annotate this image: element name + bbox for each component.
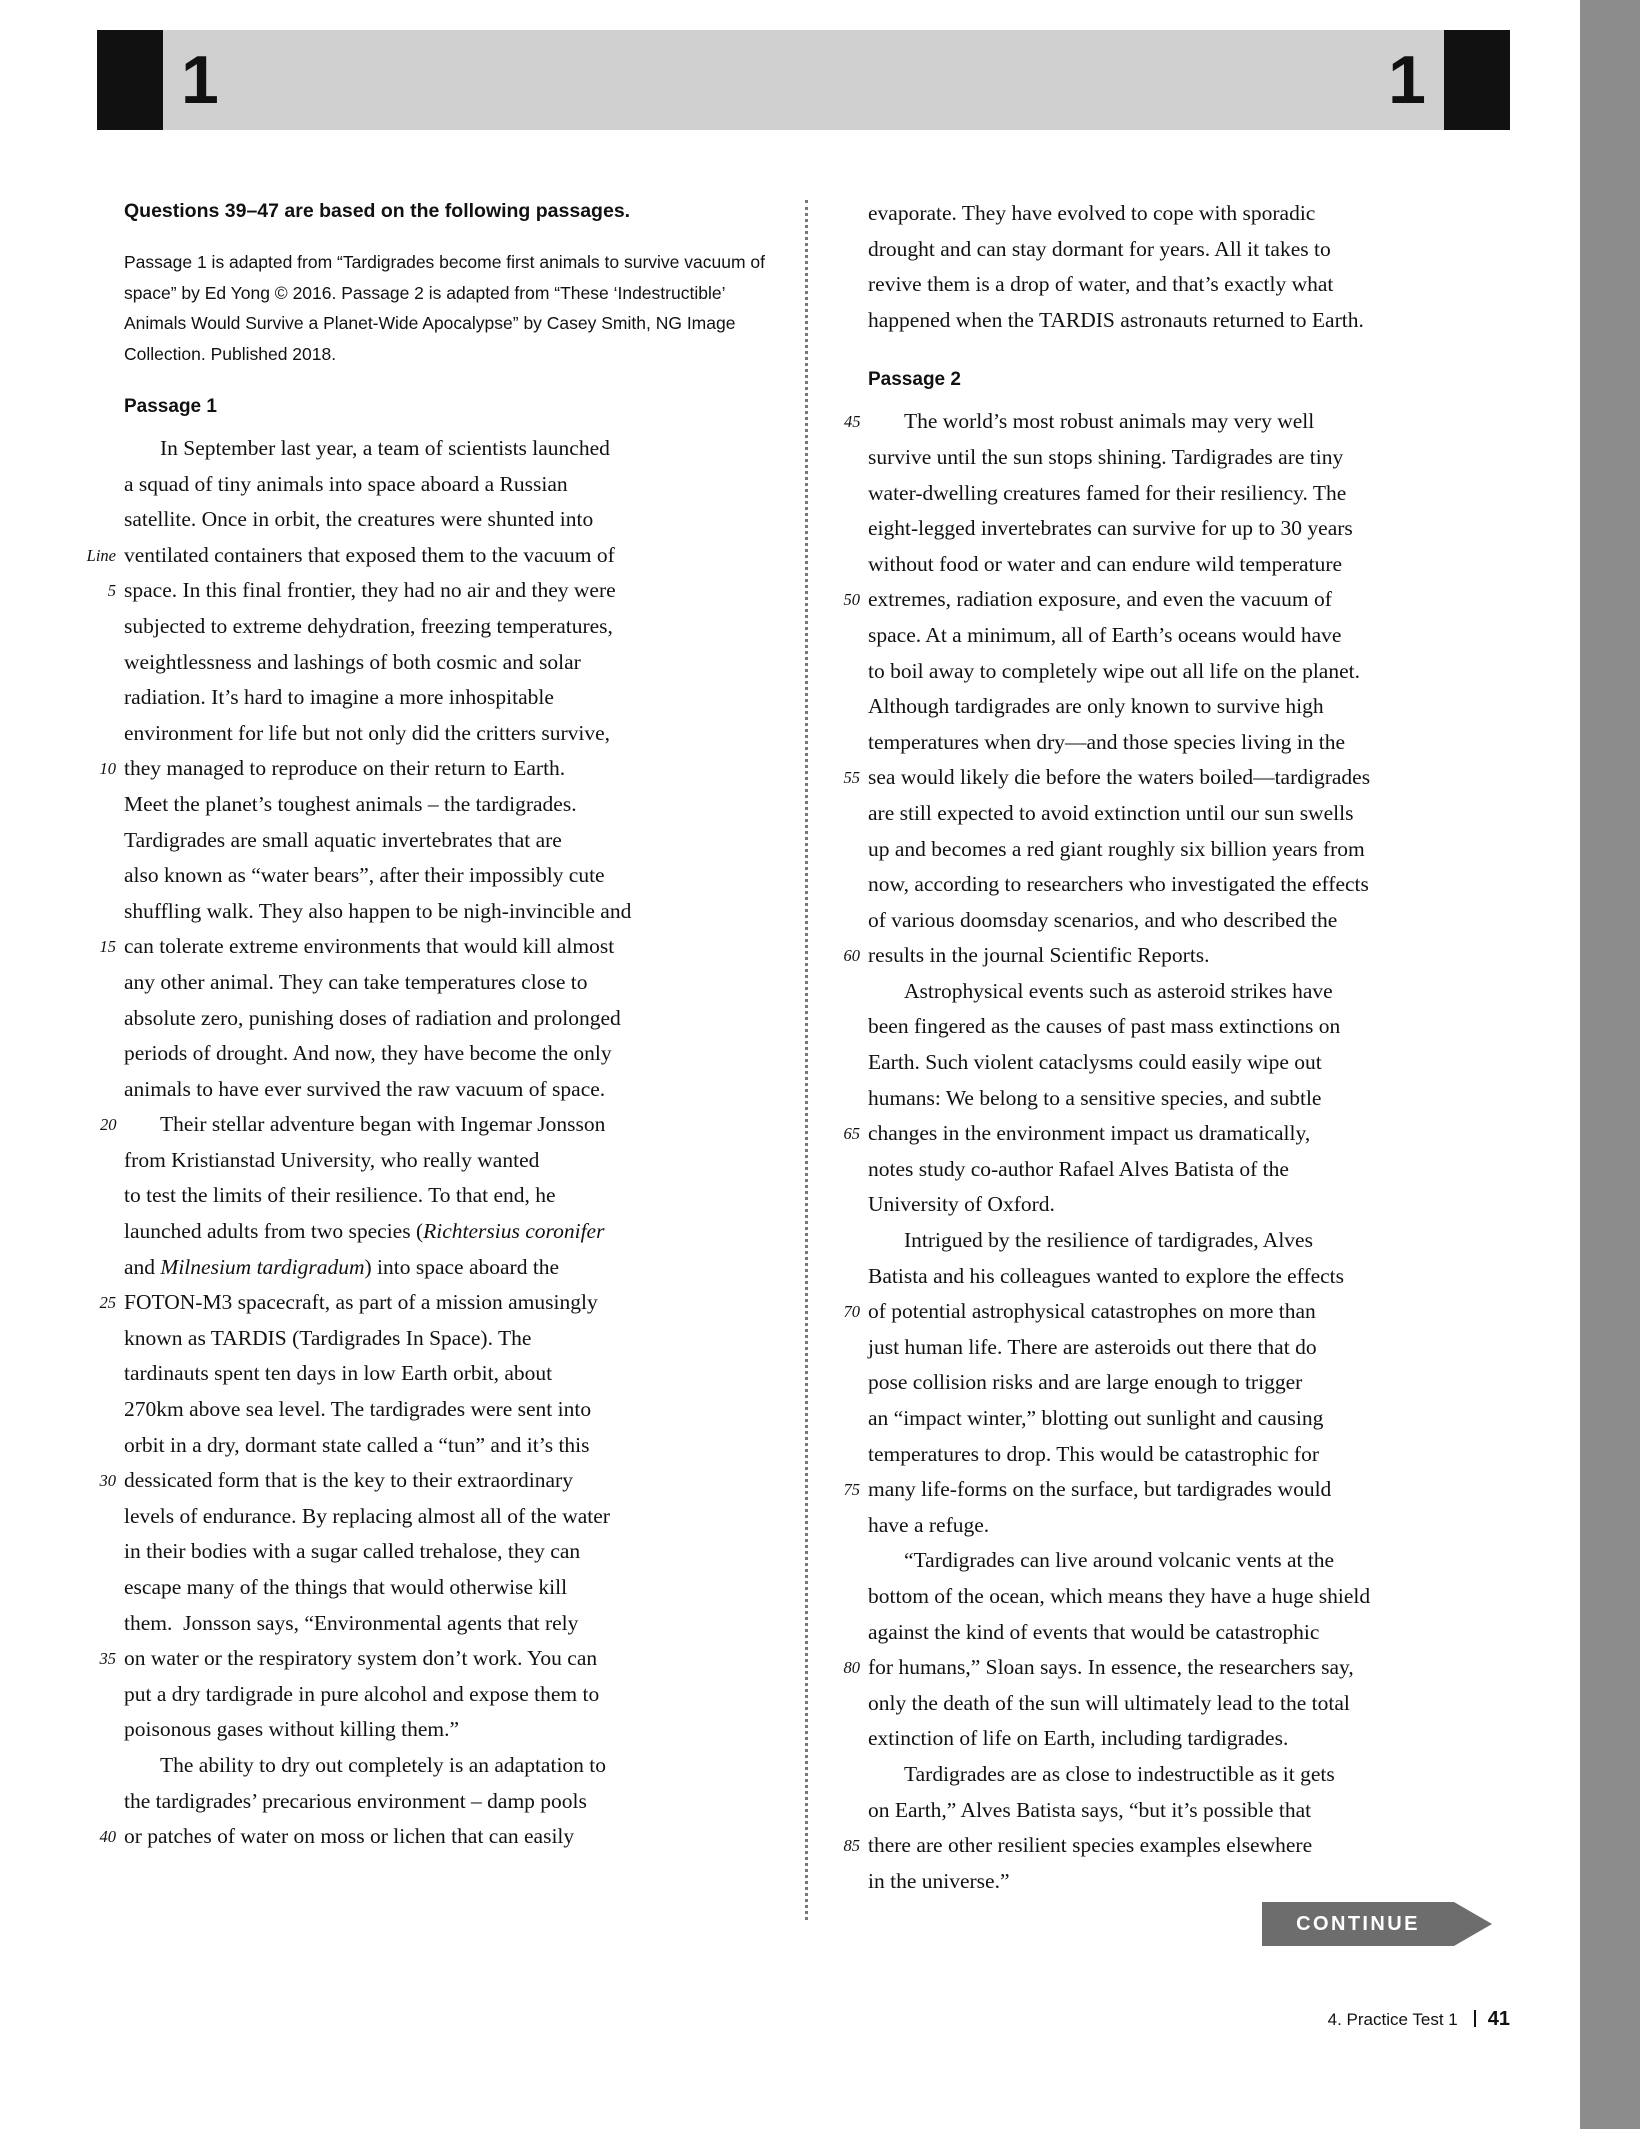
passage-line-text: The world’s most robust animals may very well bbox=[904, 409, 1315, 434]
passage-line bbox=[868, 654, 1513, 690]
passage-line-text: temperatures when dry—and those species living in the bbox=[868, 729, 1346, 754]
passage-line bbox=[99, 1285, 769, 1321]
passage-line bbox=[868, 1045, 1513, 1081]
passage-line-text: in their bodies with a sugar called trehalose, they can bbox=[124, 1539, 581, 1564]
passage-line-text: any other animal. They can take temperatures close to bbox=[124, 969, 588, 994]
passage-line-text: 270km above sea level. The tardigrades were sent into bbox=[124, 1397, 592, 1422]
right-column bbox=[843, 196, 1513, 1899]
passage-line bbox=[124, 1392, 769, 1428]
continue-label: CONTINUE bbox=[1296, 1913, 1420, 1935]
passage-line-text: changes in the environment impact us dramatically, bbox=[868, 1121, 1311, 1146]
passage-line-text: University of Oxford. bbox=[868, 1192, 1055, 1217]
passage-line bbox=[868, 796, 1513, 832]
passage-line-text: Tardigrades are small aquatic invertebrates that are bbox=[124, 827, 562, 852]
passage-line-text: to test the limits of their resilience. To that end, he bbox=[124, 1183, 556, 1208]
passage-line-text: shuffling walk. They also happen to be nigh-invincible and bbox=[124, 898, 632, 923]
passage-line-text: In September last year, a team of scientists launched bbox=[160, 436, 610, 460]
passage-line-text: them. Jonsson says, “Environmental agents that rely bbox=[124, 1610, 579, 1635]
passage-line-text: The ability to dry out completely is an adaptation to bbox=[160, 1752, 607, 1777]
passage-line bbox=[124, 1356, 769, 1392]
passage-2-body bbox=[843, 404, 1513, 1899]
passage-line bbox=[99, 1819, 769, 1855]
line-number: 25 bbox=[99, 1293, 116, 1313]
header-section-number-right: 1 bbox=[1388, 42, 1426, 118]
header-block-right bbox=[1444, 30, 1510, 130]
passage-line-text: eight-legged invertebrates can survive for up to 30 years bbox=[868, 516, 1353, 541]
passage-line-text: evaporate. They have evolved to cope with sporadic bbox=[868, 201, 1316, 225]
line-number: 75 bbox=[843, 1480, 860, 1500]
passage-line-text: levels of endurance. By replacing almost all of the water bbox=[124, 1503, 610, 1528]
passage-line bbox=[124, 1606, 769, 1642]
line-number: 80 bbox=[843, 1658, 860, 1678]
line-number: 55 bbox=[843, 768, 860, 788]
page-header bbox=[97, 30, 1510, 130]
passage-line-text: put a dry tardigrade in pure alcohol and expose them to bbox=[124, 1681, 600, 1706]
passage-line-text: sea would likely die before the waters boiled—tardigrades bbox=[868, 765, 1371, 790]
passage-line-text: without food or water and can endure wild temperature bbox=[868, 551, 1343, 576]
passage-line bbox=[868, 1187, 1513, 1223]
passage-line bbox=[868, 232, 1513, 268]
line-number: 40 bbox=[99, 1827, 116, 1847]
passage-line bbox=[868, 1223, 1513, 1259]
passage-line-text: notes study co-author Rafael Alves Batista of the bbox=[868, 1156, 1289, 1181]
passage-1-body bbox=[86, 431, 769, 1855]
passage-line-text: Intrigued by the resilience of tardigrades, Alves bbox=[904, 1228, 1313, 1253]
passage-line bbox=[124, 965, 769, 1001]
passage-line bbox=[868, 1152, 1513, 1188]
passage-line bbox=[868, 1401, 1513, 1437]
passage-line-text: temperatures to drop. This would be catastrophic for bbox=[868, 1441, 1319, 1466]
passage-line-text: survive until the sun stops shining. Tardigrades are tiny bbox=[868, 444, 1344, 469]
passage-line-text: there are other resilient species examples elsewhere bbox=[868, 1833, 1313, 1858]
passage-line-text: extinction of life on Earth, including tardigrades. bbox=[868, 1726, 1289, 1751]
passage-line bbox=[868, 689, 1513, 725]
header-section-number-left: 1 bbox=[181, 42, 219, 118]
questions-heading: Questions 39–47 are based on the following passages. bbox=[124, 200, 631, 222]
passage-line-text: humans: We belong to a sensitive species, and subtle bbox=[868, 1085, 1322, 1110]
line-marker: Line bbox=[86, 545, 116, 565]
passage-line-text: of various doomsday scenarios, and who described the bbox=[868, 907, 1338, 932]
passage-line bbox=[868, 1009, 1513, 1045]
passage-line bbox=[868, 1365, 1513, 1401]
passage-line bbox=[843, 1472, 1513, 1508]
line-number: 5 bbox=[107, 581, 116, 601]
passage-line-text: periods of drought. And now, they have become the only bbox=[124, 1041, 612, 1066]
continue-banner bbox=[1262, 1902, 1492, 1946]
passage-line bbox=[868, 267, 1513, 303]
line-number: 45 bbox=[844, 412, 861, 432]
passage-line-text: up and becomes a red giant roughly six billion years from bbox=[868, 836, 1365, 861]
passage-line bbox=[124, 1250, 769, 1286]
passage-line-text: weightlessness and lashings of both cosmic and solar bbox=[124, 649, 581, 674]
passage-line bbox=[843, 938, 1513, 974]
passage-1-label: Passage 1 bbox=[124, 396, 217, 417]
passage-line-text: happened when the TARDIS astronauts returned to Earth. bbox=[868, 307, 1364, 332]
passage-line bbox=[124, 858, 769, 894]
passage-line bbox=[868, 1081, 1513, 1117]
passage-line bbox=[868, 1686, 1513, 1722]
passage-line bbox=[868, 1721, 1513, 1757]
passage-line bbox=[868, 440, 1513, 476]
passage-line-text: poisonous gases without killing them.” bbox=[124, 1717, 460, 1742]
passage-line bbox=[124, 1677, 769, 1713]
header-bar bbox=[163, 30, 1444, 130]
passage-line bbox=[124, 1570, 769, 1606]
passage-line-text: have a refuge. bbox=[868, 1512, 990, 1537]
passage-line bbox=[99, 1641, 769, 1677]
passage-line bbox=[124, 1428, 769, 1464]
passage-line-text: revive them is a drop of water, and that’s exactly what bbox=[868, 272, 1334, 297]
passage-line-text: the tardigrades’ precarious environment – damp pools bbox=[124, 1788, 587, 1813]
left-column bbox=[86, 196, 769, 1855]
line-number: 70 bbox=[843, 1302, 860, 1322]
passage-line bbox=[99, 751, 769, 787]
passage-line bbox=[868, 1330, 1513, 1366]
right-gutter bbox=[1580, 0, 1640, 2129]
passage-line-text: escape many of the things that would otherwise kill bbox=[124, 1575, 568, 1599]
passage-line-text: for humans,” Sloan says. In essence, the researchers say, bbox=[868, 1655, 1354, 1680]
passage-2-label: Passage 2 bbox=[868, 369, 961, 391]
passage-line-text: been fingered as the causes of past mass extinctions on bbox=[868, 1014, 1341, 1039]
passage-line bbox=[99, 929, 769, 965]
passage-line-text: or patches of water on moss or lichen that can easily bbox=[124, 1824, 575, 1849]
passage-line bbox=[868, 1864, 1513, 1900]
passage-line-text: absolute zero, punishing doses of radiation and prolonged bbox=[124, 1005, 621, 1030]
passage-line-text: launched adults from two species (Richtersius coronifer bbox=[124, 1219, 605, 1244]
passage-line bbox=[124, 1072, 769, 1108]
passage-line bbox=[843, 760, 1513, 796]
passage-line bbox=[86, 538, 769, 574]
footer-section: 4. Practice Test 1 bbox=[1327, 2010, 1458, 2029]
passage-line bbox=[124, 431, 769, 467]
passage-line bbox=[124, 1178, 769, 1214]
passage-line-text: space. In this final frontier, they had no air and they were bbox=[124, 578, 616, 603]
passage-line-text: to boil away to completely wipe out all life on the planet. bbox=[868, 658, 1360, 683]
passage-line-text: Although tardigrades are only known to survive high bbox=[868, 694, 1324, 719]
source-note: Passage 1 is adapted from “Tardigrades become first animals to survive vacuum of space” by Ed Yong © 2016. Passage 2 is adapted from “These ‘Indestructible’ Animals Would Survive a Planet-Wide Apocalypse” by Casey Smith, NG Image Collection. Published 2018. bbox=[124, 252, 765, 364]
passage-line-text: “Tardigrades can live around volcanic vents at the bbox=[904, 1548, 1335, 1573]
passage-line-text: a squad of tiny animals into space aboard a Russian bbox=[124, 471, 568, 496]
passage-line-text: subjected to extreme dehydration, freezing temperatures, bbox=[124, 613, 613, 638]
passage-line bbox=[124, 1499, 769, 1535]
passage-line-text: Their stellar adventure began with Ingemar Jonsson bbox=[160, 1112, 606, 1137]
passage-line-text: against the kind of events that would be catastrophic bbox=[868, 1619, 1320, 1644]
passage-line bbox=[124, 716, 769, 752]
line-number: 50 bbox=[843, 590, 860, 610]
line-number: 15 bbox=[99, 937, 116, 957]
passage-1-continued bbox=[868, 196, 1513, 338]
passage-line-text: also known as “water bears”, after their impossibly cute bbox=[124, 863, 605, 888]
passage-line bbox=[868, 547, 1513, 583]
passage-line bbox=[124, 1036, 769, 1072]
line-number: 20 bbox=[100, 1115, 117, 1135]
passage-line bbox=[124, 1143, 769, 1179]
passage-line bbox=[868, 303, 1513, 339]
passage-line-text: in the universe.” bbox=[868, 1868, 1010, 1893]
passage-line-text: results in the journal Scientific Reports. bbox=[868, 943, 1210, 968]
passage-line bbox=[868, 867, 1513, 903]
passage-line-text: an “impact winter,” blotting out sunlight and causing bbox=[868, 1406, 1324, 1430]
passage-line bbox=[868, 511, 1513, 547]
passage-line-text: space. At a minimum, all of Earth’s oceans would have bbox=[868, 622, 1342, 647]
passage-line bbox=[124, 1534, 769, 1570]
passage-line bbox=[100, 1107, 769, 1143]
passage-line bbox=[868, 618, 1513, 654]
footer-page-number: 41 bbox=[1487, 2008, 1510, 2030]
passage-line-text: orbit in a dry, dormant state called a “tun” and it’s this bbox=[124, 1432, 590, 1457]
passage-line bbox=[107, 573, 769, 609]
passage-line bbox=[99, 1463, 769, 1499]
passage-line bbox=[868, 1508, 1513, 1544]
passage-line-text: tardinauts spent ten days in low Earth orbit, about bbox=[124, 1361, 553, 1386]
passage-line-text: water-dwelling creatures famed for their resiliency. The bbox=[868, 480, 1347, 505]
passage-line bbox=[868, 832, 1513, 868]
passage-line bbox=[124, 1748, 769, 1784]
passage-line bbox=[124, 467, 769, 503]
passage-line-text: can tolerate extreme environments that would kill almost bbox=[124, 934, 615, 959]
passage-line-text: dessicated form that is the key to their extraordinary bbox=[124, 1468, 573, 1493]
passage-line-text: of potential astrophysical catastrophes on more than bbox=[868, 1299, 1316, 1324]
passage-line-text: many life-forms on the surface, but tardigrades would bbox=[868, 1477, 1332, 1502]
passage-line bbox=[868, 476, 1513, 512]
passage-line-text: FOTON-M3 spacecraft, as part of a mission amusingly bbox=[124, 1290, 598, 1315]
passage-line bbox=[843, 1116, 1513, 1152]
passage-line bbox=[124, 1784, 769, 1820]
passage-line bbox=[124, 823, 769, 859]
passage-line bbox=[843, 582, 1513, 618]
passage-line-text: on Earth,” Alves Batista says, “but it’s possible that bbox=[868, 1797, 1312, 1822]
passage-line-text: just human life. There are asteroids out there that do bbox=[868, 1334, 1317, 1359]
passage-line-text: environment for life but not only did the critters survive, bbox=[124, 720, 611, 745]
passage-line bbox=[124, 645, 769, 681]
passage-line bbox=[124, 1001, 769, 1037]
line-number: 30 bbox=[99, 1471, 116, 1491]
passage-line-text: are still expected to avoid extinction until our sun swells bbox=[868, 800, 1354, 825]
passage-line bbox=[868, 1793, 1513, 1829]
continue-arrow-icon bbox=[1454, 1902, 1492, 1946]
line-number: 60 bbox=[843, 946, 860, 966]
passage-line-text: they managed to reproduce on their return to Earth. bbox=[124, 756, 566, 781]
passage-line bbox=[844, 404, 1513, 440]
line-number: 85 bbox=[843, 1836, 860, 1856]
passage-line-text: ventilated containers that exposed them to the vacuum of bbox=[124, 542, 615, 567]
passage-line-text: Tardigrades are as close to indestructible as it gets bbox=[904, 1761, 1335, 1786]
passage-line-text: extremes, radiation exposure, and even the vacuum of bbox=[868, 587, 1332, 612]
passage-line bbox=[124, 1712, 769, 1748]
passage-line-text: drought and can stay dormant for years. All it takes to bbox=[868, 236, 1331, 261]
passage-line bbox=[868, 196, 1513, 232]
passage-line bbox=[124, 680, 769, 716]
passage-line-text: Meet the planet’s toughest animals – the tardigrades. bbox=[124, 791, 577, 816]
passage-line bbox=[868, 1259, 1513, 1295]
passage-line bbox=[124, 894, 769, 930]
passage-line-text: Earth. Such violent cataclysms could easily wipe out bbox=[868, 1050, 1322, 1075]
passage-line-text: bottom of the ocean, which means they have a huge shield bbox=[868, 1583, 1371, 1608]
passage-line-text: animals to have ever survived the raw vacuum of space. bbox=[124, 1076, 606, 1101]
passage-line bbox=[843, 1650, 1513, 1686]
footer-divider bbox=[1474, 2010, 1476, 2027]
passage-line-text: and Milnesium tardigradum) into space aboard the bbox=[124, 1254, 560, 1279]
header-block-left bbox=[97, 30, 163, 130]
passage-line bbox=[868, 725, 1513, 761]
passage-line bbox=[124, 609, 769, 645]
passage-line-text: only the death of the sun will ultimately lead to the total bbox=[868, 1690, 1350, 1715]
passage-line bbox=[868, 1615, 1513, 1651]
passage-line bbox=[124, 502, 769, 538]
passage-line bbox=[124, 1321, 769, 1357]
passage-line bbox=[843, 1294, 1513, 1330]
passage-line-text: pose collision risks and are large enough to trigger bbox=[868, 1370, 1303, 1395]
passage-line bbox=[124, 1214, 769, 1250]
passage-line bbox=[843, 1828, 1513, 1864]
passage-line-text: on water or the respiratory system don’t work. You can bbox=[124, 1646, 598, 1671]
passage-line-text: Astrophysical events such as asteroid strikes have bbox=[904, 978, 1333, 1003]
passage-line bbox=[868, 1579, 1513, 1615]
page-footer bbox=[0, 2008, 1510, 2031]
passage-line-text: from Kristianstad University, who really wanted bbox=[124, 1147, 540, 1172]
passage-line bbox=[868, 1437, 1513, 1473]
passage-line-text: satellite. Once in orbit, the creatures were shunted into bbox=[124, 507, 594, 532]
line-number: 10 bbox=[99, 759, 116, 779]
passage-line-text: radiation. It’s hard to imagine a more inhospitable bbox=[124, 685, 554, 710]
passage-line bbox=[868, 1757, 1513, 1793]
passage-line-text: now, according to researchers who investigated the effects bbox=[868, 872, 1369, 897]
passage-line bbox=[868, 974, 1513, 1010]
passage-line-text: Batista and his colleagues wanted to explore the effects bbox=[868, 1263, 1345, 1288]
passage-line-text: known as TARDIS (Tardigrades In Space). The bbox=[124, 1325, 532, 1350]
line-number: 35 bbox=[99, 1649, 116, 1669]
passage-line bbox=[124, 787, 769, 823]
passage-line bbox=[868, 903, 1513, 939]
passage-line bbox=[868, 1543, 1513, 1579]
line-number: 65 bbox=[843, 1124, 860, 1144]
